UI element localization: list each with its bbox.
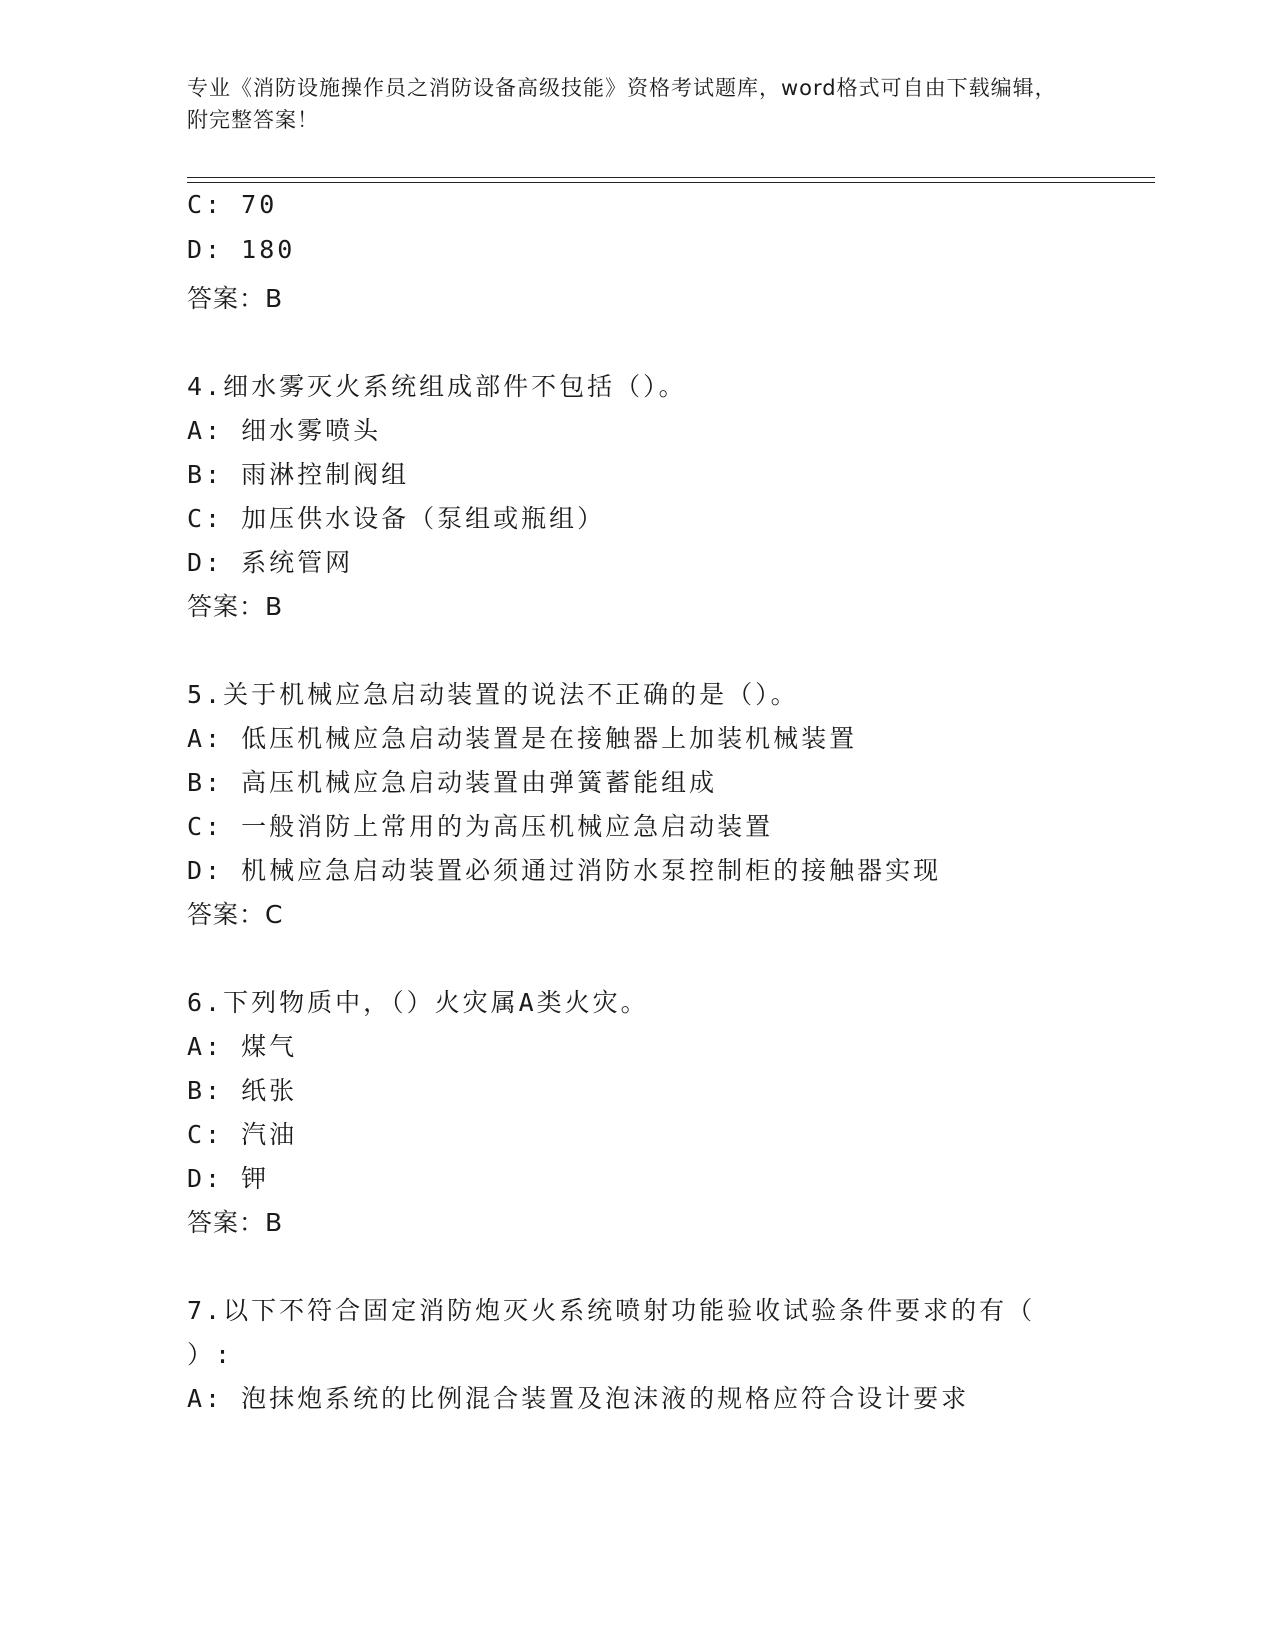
header-divider-top bbox=[187, 177, 1155, 178]
option-line: B: 高压机械应急启动装置由弹簧蓄能组成 bbox=[187, 768, 718, 797]
answer-line: 答案：B bbox=[187, 592, 284, 621]
option-line: A: 泡抹炮系统的比例混合装置及泡沫液的规格应符合设计要求 bbox=[187, 1384, 970, 1413]
option-line: C: 一般消防上常用的为高压机械应急启动装置 bbox=[187, 812, 774, 841]
option-line: B: 纸张 bbox=[187, 1076, 298, 1105]
header-divider-bottom bbox=[187, 182, 1155, 183]
option-line: D: 机械应急启动装置必须通过消防水泵控制柜的接触器实现 bbox=[187, 856, 942, 885]
document-header bbox=[187, 72, 1067, 136]
option-line: C: 加压供水设备（泵组或瓶组） bbox=[187, 504, 606, 533]
option-line: A: 细水雾喷头 bbox=[187, 416, 382, 445]
question-line: 6.下列物质中，（）火灾属A类火灾。 bbox=[187, 988, 649, 1017]
option-line: A: 低压机械应急启动装置是在接触器上加装机械装置 bbox=[187, 724, 858, 753]
option-line: D: 钾 bbox=[187, 1164, 270, 1193]
question-line: 7.以下不符合固定消防炮灭火系统喷射功能验收试验条件要求的有（ bbox=[187, 1296, 1036, 1325]
question-line: 5.关于机械应急启动装置的说法不正确的是（）。 bbox=[187, 680, 799, 709]
option-line: B: 雨淋控制阀组 bbox=[187, 460, 410, 489]
option-line: C: 70 bbox=[187, 190, 278, 219]
answer-line: 答案：B bbox=[187, 284, 284, 313]
option-line: D: 系统管网 bbox=[187, 548, 354, 577]
answer-line: 答案：B bbox=[187, 1208, 284, 1237]
question-line-continued: ）: bbox=[187, 1340, 234, 1369]
option-line: C: 汽油 bbox=[187, 1120, 298, 1149]
question-line: 4.细水雾灭火系统组成部件不包括（）。 bbox=[187, 372, 687, 401]
option-line: A: 煤气 bbox=[187, 1032, 298, 1061]
header-text: 专业《消防设施操作员之消防设备高级技能》资格考试题库，word格式可自由下载编辑，附完整答案！ bbox=[187, 76, 1057, 132]
option-line: D: 180 bbox=[187, 235, 296, 264]
answer-line: 答案：C bbox=[187, 900, 284, 929]
